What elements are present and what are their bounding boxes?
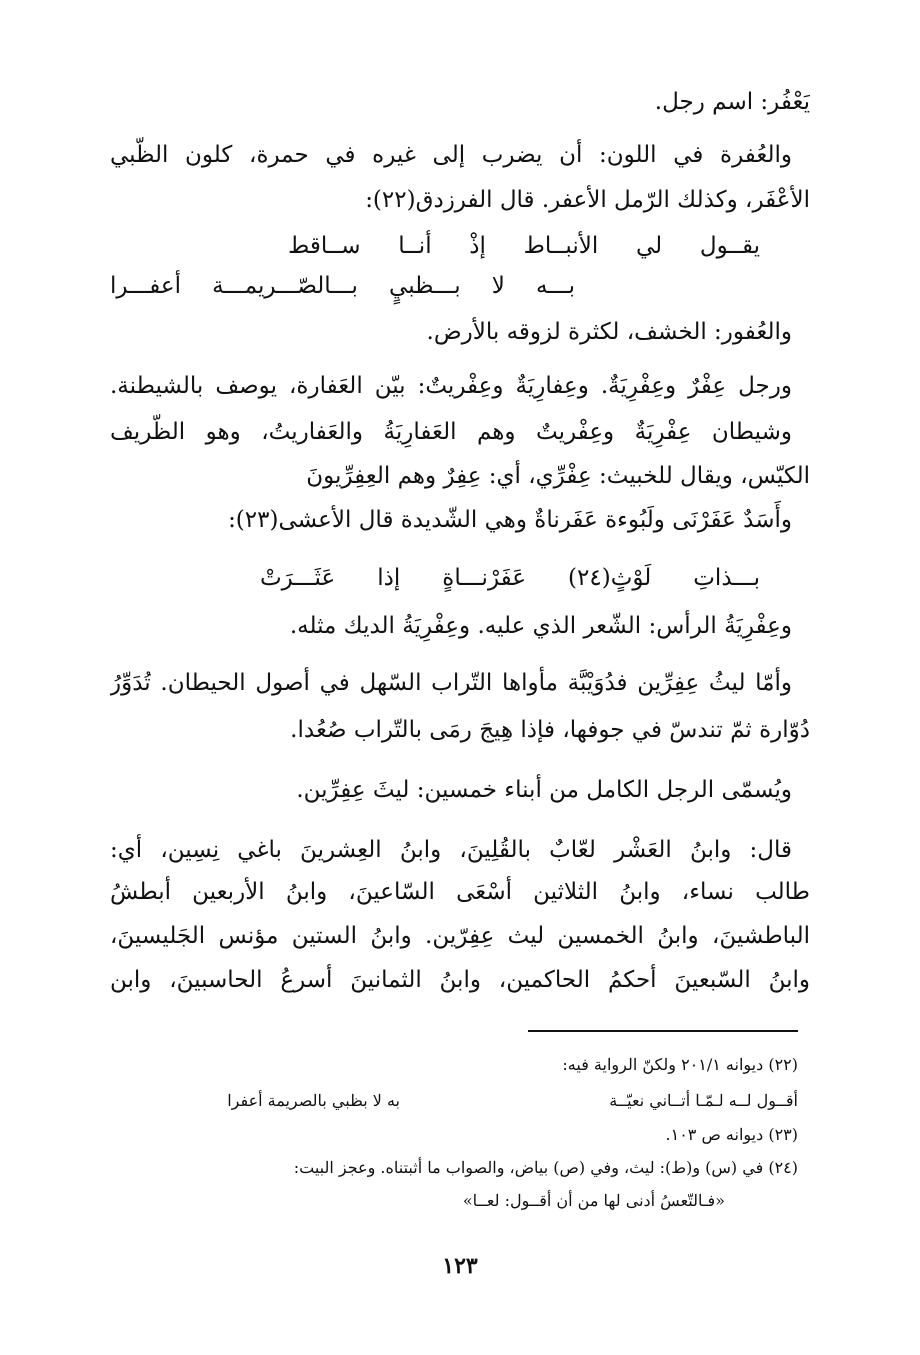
footnote-separator bbox=[528, 1030, 798, 1032]
text-line: والعُفرة في اللون: أن يضرب إلى غيره في حمرة، كلون الظّبي bbox=[110, 142, 792, 168]
text-line: وأَسَدٌ عَفَرْنَى ولَبُوءة عَفَرناةٌ وهي الشّديدة قال الأعشى(٢٣): bbox=[228, 507, 792, 533]
footnote-verse-first: أقــول لــه لـمّـا أتــاني نعيّــة bbox=[609, 1091, 798, 1110]
text-line: الباطشينَ، وابنُ الخمسين ليث عِفِرّين. وابنُ الستين مؤنس الجَليسينَ، bbox=[110, 923, 810, 949]
text-line: دُوّارة ثمّ تندسّ في جوفها، فإذا هِيجَ رمَى بالتّراب صُعُدا. bbox=[290, 717, 810, 743]
footnote-verse-second: به لا بظبي بالصريمة أعفرا bbox=[227, 1091, 400, 1110]
text-line: ويُسمّى الرجل الكامل من أبناء خمسين: ليثَ عِفِرِّين. bbox=[296, 777, 792, 803]
footnote-23: (٢٣) ديوانه ص ١٠٣. bbox=[665, 1125, 798, 1144]
text-line: طالب نساء، وابنُ الثلاثين أسْعَى السّاعينَ، وابنُ الأربعين أبطشُ bbox=[110, 879, 810, 905]
verse-hemistich: بـــذاتِ لَوْثٍ(٢٤) عَفَرْنـــاةٍ إذا عَثَـــرَتْ bbox=[260, 565, 761, 591]
verse-hemistich: يقــول لي الأنبــاط إذْ أنــا ســاقط bbox=[288, 233, 760, 259]
verse-hemistich: بـــه لا بـــظبيٍ بـــالصّـــريمـــة أعفـــرا bbox=[110, 273, 575, 299]
text-line: والعُفور: الخشف، لكثرة لزوقه بالأرض. bbox=[426, 319, 792, 345]
text-line: قال: وابنُ العَشْر لعّابٌ بالقُلِينَ، وابنُ العِشرينَ باغي نِسِين، أي: bbox=[110, 837, 792, 863]
page-number: ١٢٣ bbox=[442, 1253, 478, 1279]
text-line: يَعْفُر: اسم رجل. bbox=[654, 89, 810, 115]
text-line: ورجل عِفْرٌ وعِفْرِيَةٌ. وعِفارِيَةٌ وعِفْريتٌ: بيّن العَفارة، يوصف بالشيطنة. bbox=[110, 373, 792, 399]
text-line: وأمّا ليثُ عِفِرِّين فدُوَيْبَّة مأواها التّراب السّهل في أصول الحيطان. تُدَوِّرُ bbox=[110, 670, 792, 696]
footnote-24: (٢٤) في (س) و(ط): ليث، وفي (ص) بياض، والصواب ما أثبتناه. وعجز البيت: bbox=[293, 1158, 798, 1177]
text-line: الأعْفَر، وكذلك الرّمل الأعفر. قال الفرزدق(٢٢): bbox=[365, 187, 810, 213]
text-line: وشيطان عِفْرِيَةٌ وعِفْريتٌ وهم العَفارِيَةُ والعَفاريتُ، وهو الظّريف bbox=[110, 419, 792, 445]
text-line: وابنُ السّبعينَ أحكمُ الحاكمين، وابنُ الثمانينَ أسرعُ الحاسبينَ، وابن bbox=[110, 967, 810, 993]
text-line: وعِفْرِيَةُ الرأس: الشّعر الذي عليه. وعِفْرِيَةُ الديك مثله. bbox=[289, 613, 792, 639]
footnote-quote: «فـالتّعسُ أدنى لها من أن أقــول: لعــا» bbox=[462, 1191, 725, 1210]
footnote-22: (٢٢) ديوانه ٢٠١/١ ولكنّ الرواية فيه: bbox=[562, 1055, 798, 1074]
text-line: الكيّس، ويقال للخبيث: عِفْرِّي، أي: عِفِرٌ وهم العِفِرِّيونَ bbox=[306, 463, 810, 489]
